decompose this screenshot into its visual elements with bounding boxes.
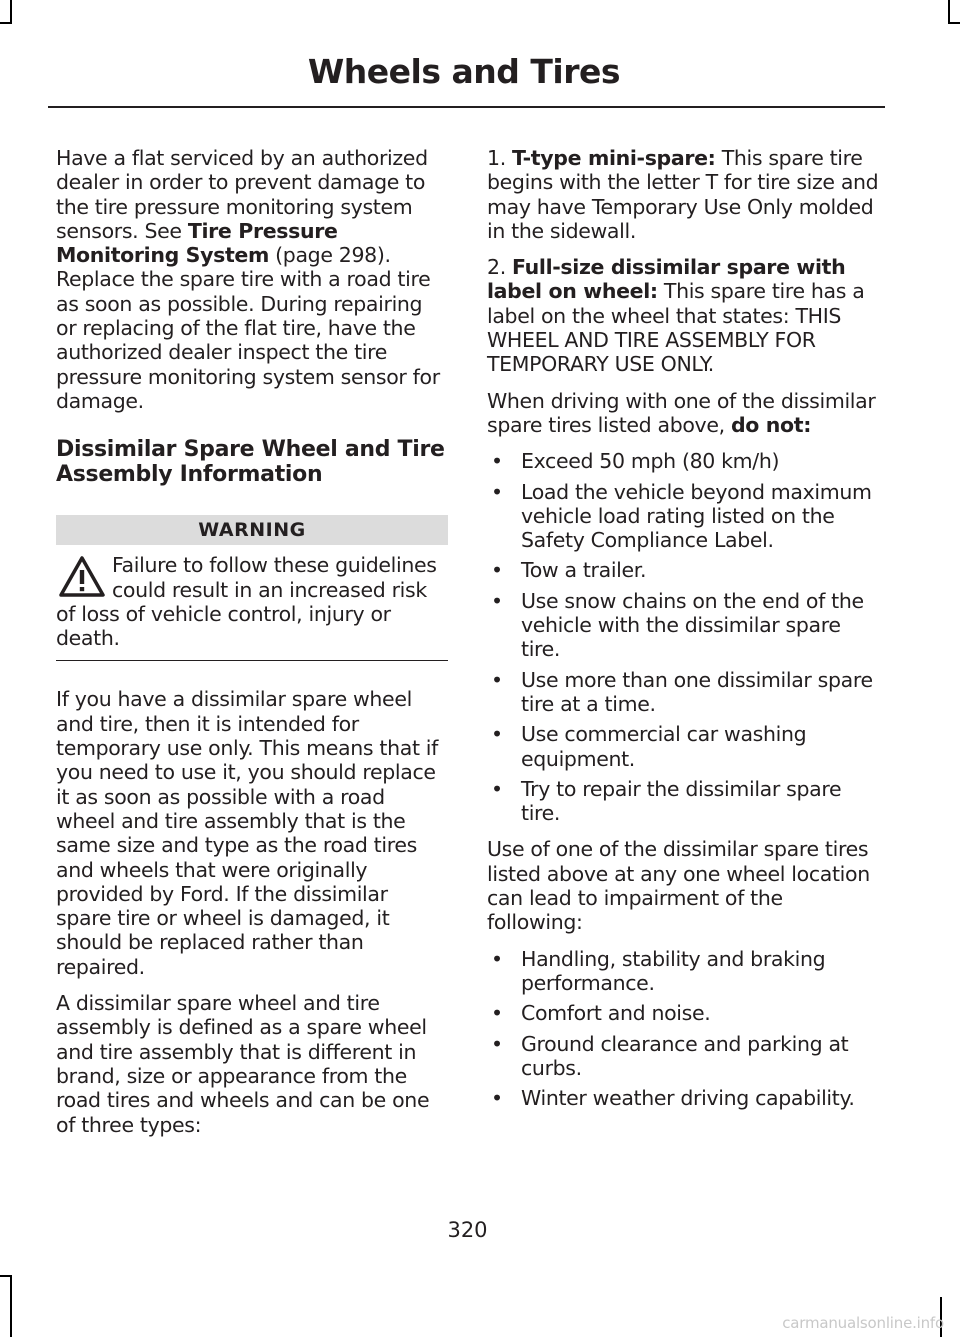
warning-box: [56, 553, 448, 661]
type-2-text: This spare tire has a label on the wheel that states: THIS WHEEL AND TIRE ASSEMBLY FOR TEMPORARY USE ONLY.: [487, 279, 865, 377]
type-1-label: T-type mini-spare:: [512, 146, 716, 170]
list-item: • Winter weather driving capability.: [487, 1086, 882, 1110]
do-not-intro: [487, 389, 882, 438]
watermark: carmanualsonline.info: [782, 1314, 944, 1332]
warning-triangle-icon: [58, 555, 106, 599]
type-2-item: [487, 255, 882, 376]
paragraph-flat-service: [56, 146, 448, 413]
paragraph-definition: A dissimilar spare wheel and tire assembly is defined as a spare wheel and tire assembly that is different in brand, size or appearance from the road tires and wheels and can be one of three types:: [56, 991, 430, 1137]
list-item: • Use snow chains on the end of the vehicle with the dissimilar spare tire.: [487, 589, 882, 662]
type-number: 2.: [487, 255, 513, 280]
crop-mark: [948, 22, 960, 24]
header-divider: [48, 106, 885, 108]
page-title: Wheels and Tires: [307, 52, 620, 91]
warning-label: WARNING: [56, 515, 448, 545]
section-heading: Dissimilar Spare Wheel and Tire Assembly Information: [56, 437, 445, 488]
impairment-list: [487, 947, 882, 1111]
right-column: [487, 146, 882, 1122]
list-item: • Handling, stability and braking performance.: [487, 947, 882, 996]
intro-text: When driving with one of the dissimilar spare tires listed above,: [487, 388, 876, 437]
type-number: 1.: [487, 146, 513, 170]
paragraph-text: Have a flat serviced by an authorized dealer in order to prevent damage to the tire pressure monitoring system sensors. See: [56, 146, 428, 243]
list-item: • Use more than one dissimilar spare tire at a time.: [487, 668, 882, 717]
crop-mark: [0, 1275, 12, 1277]
crop-mark: [0, 22, 12, 24]
list-item: • Comfort and noise.: [487, 1001, 882, 1025]
type-1-text: This spare tire begins with the letter T for tire size and may have Temporary Use Only molded in the sidewall.: [487, 146, 879, 243]
list-item: • Try to repair the dissimilar spare tire.: [487, 777, 882, 826]
cross-reference-link[interactable]: Tire Pressure Monitoring System: [56, 218, 338, 268]
left-column: [56, 146, 448, 1149]
page-reference: (page 298).: [268, 243, 391, 268]
type-1-item: [487, 146, 882, 243]
list-item: • Load the vehicle beyond maximum vehicle load rating listed on the Safety Compliance Label.: [487, 480, 882, 553]
list-item: • Tow a trailer.: [487, 558, 882, 582]
do-not-list: [487, 449, 882, 825]
impairment-intro: Use of one of the dissimilar spare tires listed above at any one wheel location can lead to impairment of the following:: [487, 837, 870, 935]
list-item: • Exceed 50 mph (80 km/h): [487, 449, 882, 473]
warning-text: Failure to follow these guidelines could result in an increased risk of loss of vehicle control, injury or death.: [56, 553, 437, 651]
paragraph-text: Replace the spare tire with a road tire as soon as possible. During repairing or replacing of the flat tire, have the authorized dealer inspect the tire pressure monitoring system sensor for damage.: [56, 267, 440, 413]
list-item: • Use commercial car washing equipment.: [487, 722, 882, 771]
type-2-label: Full-size dissimilar spare with label on wheel:: [487, 255, 846, 304]
crop-mark: [948, 0, 950, 22]
page-number: 320: [447, 1218, 488, 1242]
paragraph-temporary-use: If you have a dissimilar spare wheel and tire, then it is intended for temporary use only. This means that if you need to use it, you should replace it as soon as possible with a road wheel and tire assembly that is the same size and type as the road tires and wheels that were originally provided by Ford. If the dissimilar spare tire or wheel is damaged, it should be replaced rather than repaired.: [56, 687, 439, 979]
crop-mark: [10, 0, 12, 22]
crop-mark: [10, 1277, 12, 1337]
list-item: • Ground clearance and parking at curbs.: [487, 1032, 882, 1081]
do-not-label: do not:: [730, 412, 812, 437]
